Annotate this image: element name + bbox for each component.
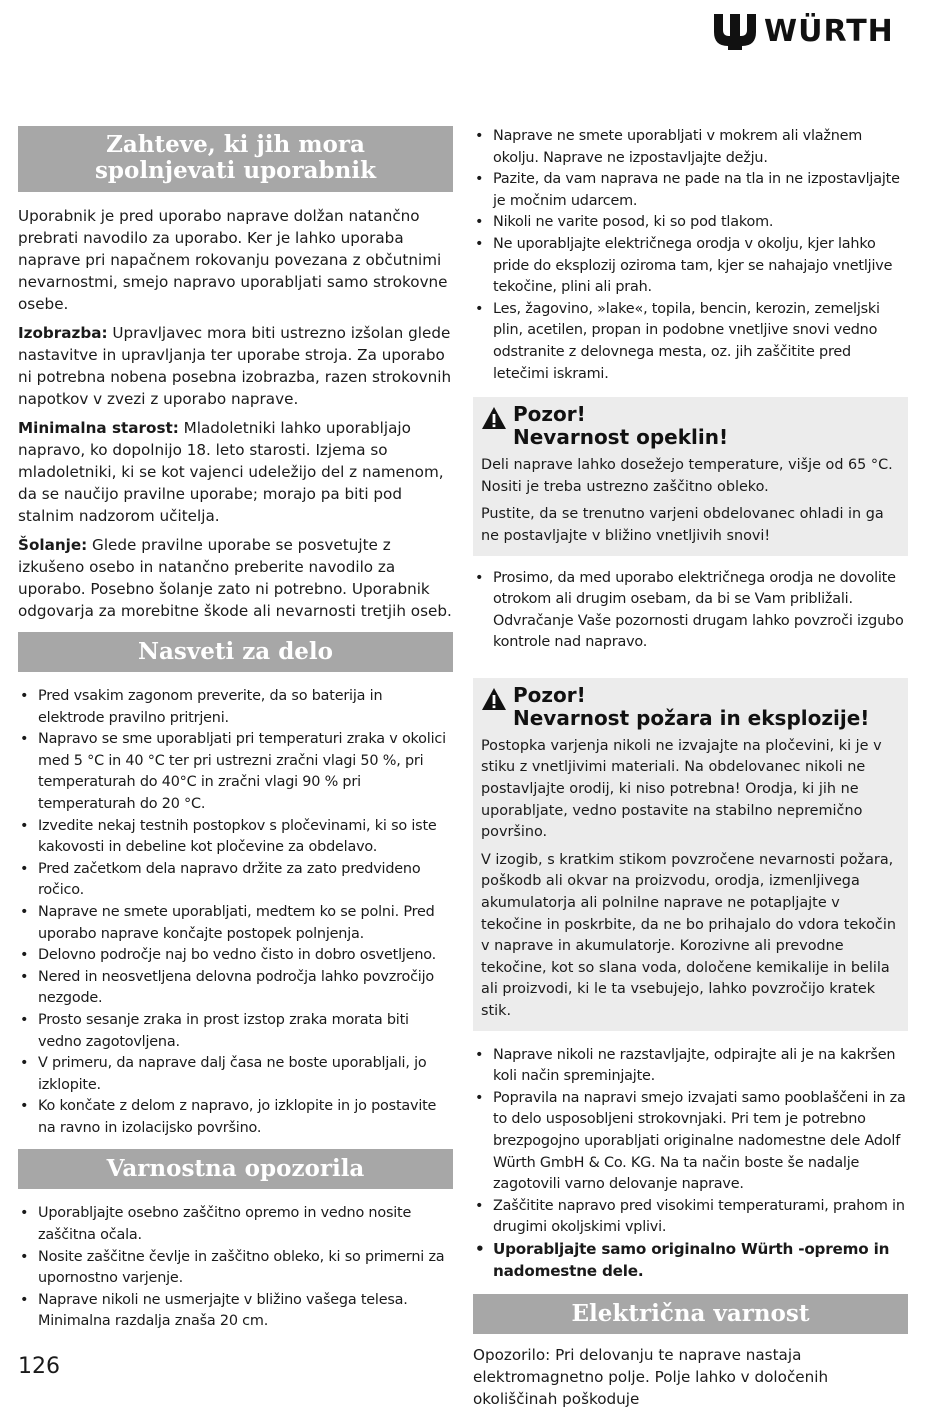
electric-heading: Električna varnost bbox=[473, 1294, 908, 1334]
warning-header bbox=[481, 684, 900, 730]
list-item: • Izvedite nekaj testnih postopkov s pločevinami, ki so iste kakovosti in debeline kot pločevine za obdelavo. bbox=[18, 816, 453, 859]
warning-text: Pustite, da se trenutno varjeni obdelovanec ohladi in ga ne postavljajte v bližino vnetljivih snovi! bbox=[481, 506, 884, 544]
distraction-list bbox=[473, 568, 908, 654]
list-item: • Uporabljajte samo originalno Würth -opremo in nadomestne dele. bbox=[473, 1239, 908, 1282]
list-item: • Les, žagovino, »lake«, topila, bencin, kerozin, zemeljski plin, acetilen, propan in podobne vnetljive snovi vedno odstranite z delovnega mesta, oz. jih zaščitite pred letečimi iskrami. bbox=[473, 299, 908, 385]
warning-title-line2: Nevarnost požara in eksplozije! bbox=[513, 705, 870, 730]
age-paragraph bbox=[18, 417, 453, 527]
warning-text: Postopka varjenja nikoli ne izvajajte na pločevini, ki je v stiku z vnetljivimi materiali. Na obdelovanec nikoli ne postavljajte orodij, ki niso potrebna! Orodja, ki jih ne uporabljate, vedno postavite na stabilno nepremično površino. bbox=[481, 737, 882, 841]
warning-title bbox=[513, 403, 728, 449]
wurth-logo bbox=[714, 10, 910, 54]
list-item: • Pred začetkom dela napravo držite za zato predvideno ročico. bbox=[18, 859, 453, 902]
left-column bbox=[18, 126, 453, 1333]
list-item: • Pred vsakim zagonom preverite, da so baterija in elektrode pravilno pritrjeni. bbox=[18, 686, 453, 729]
list-item: • Naprave nikoli ne usmerjajte v bližino vašega telesa. Minimalna razdalja znaša 20 cm. bbox=[18, 1290, 453, 1333]
list-item: • Prosimo, da med uporabo električnega orodja ne dovolite otrokom ali drugim osebam, da bi se Vam približali. Odvračanje Vaše pozornosti drugam lahko povzroči izgubo kontrole nad napravo. bbox=[473, 568, 908, 654]
list-item: • Nosite zaščitne čevlje in zaščitno obleko, ki so primerni za upornostno varjenje. bbox=[18, 1247, 453, 1290]
brand-name: WÜRTH bbox=[764, 14, 894, 49]
warning-triangle-icon bbox=[481, 687, 507, 711]
electric-text: Opozorilo: Pri delovanju te naprave nastaja elektromagnetno polje. Polje lahko v določenih okoliščinah poškoduje bbox=[473, 1346, 829, 1409]
warning-text: V izogib, s kratkim stikom povzročene nevarnosti požara, poškodb ali okvar na proizvodu, orodja, izmenljivega akumulatorja ali polnilne naprave ne potapljajte v tekočine in poskrbite, da ne bo prihajalo do vdora tekočin v naprave in akumulatorje. Korozivne ali prevodne tekočine, kot so slana voda, določene kemikalije in belila ali proizvodi, ki le ta vsebujejo, lahko povzročijo kratek stik. bbox=[481, 851, 896, 1019]
tips-list bbox=[18, 686, 453, 1139]
list-item: • Naprave ne smete uporabljati v mokrem ali vlažnem okolju. Naprave ne izpostavljajte dežju. bbox=[473, 126, 908, 169]
list-item: • Ne uporabljajte električnega orodja v okolju, kjer lahko pride do eksplozij oziroma tam, kjer se nahajajo vnetljive tekočine, plini ali prah. bbox=[473, 234, 908, 299]
wurth-logo-icon bbox=[714, 14, 756, 50]
education-paragraph bbox=[18, 322, 453, 410]
repair-list bbox=[473, 1045, 908, 1283]
age-label: Minimalna starost: bbox=[18, 419, 179, 437]
burn-warning-box bbox=[473, 397, 908, 555]
list-item: • Ko končate z delom z napravo, jo izklopite in jo postavite na ravno in izolacijsko površino. bbox=[18, 1096, 453, 1139]
age-text: Mladoletniki lahko uporabljajo napravo, ko dopolnijo 18. leto starosti. Izjema so mladoletniki, ki se kot vajenci udeležijo del z namenom, da se naučijo pravilne uporabe; morajo pa biti pod stalnim nadzorom učitelja. bbox=[18, 419, 444, 525]
warning-title-line1: Pozor! bbox=[513, 682, 586, 707]
warning-title-line2: Nevarnost opeklin! bbox=[513, 425, 729, 450]
list-item: • Nered in neosvetljena delovna področja lahko povzročijo nezgode. bbox=[18, 967, 453, 1010]
training-text: Glede pravilne uporabe se posvetujte z izkušeno osebo in natančno preberite navodilo za uporabo. Posebno šolanje zato ni potrebno. Uporabnik odgovarja za morebitne škode ali nevarnosti tretjih oseb. bbox=[18, 536, 452, 620]
safety-list bbox=[18, 1203, 453, 1333]
list-item: • Popravila na napravi smejo izvajati samo pooblaščeni in za to delo usposobljeni strokovnjaki. Pri tem je potrebno brezpogojno uporabljati originalne nadomestne dele Adolf Würth GmbH & Co. KG. Na ta način boste še nadalje zagotovili varno delovanje naprave. bbox=[473, 1088, 908, 1196]
education-label: Izobrazba: bbox=[18, 324, 108, 342]
list-item: • Uporabljajte osebno zaščitno opremo in vedno nosite zaščitna očala. bbox=[18, 1203, 453, 1246]
warning-header bbox=[481, 403, 900, 449]
right-column bbox=[473, 126, 908, 1410]
warning-triangle-icon bbox=[481, 406, 507, 430]
requirements-intro: Uporabnik je pred uporabo naprave dolžan natančno prebrati navodilo za uporabo. Ker je lahko uporaba naprave pri napačnem rokovanju povezana z občutnimi nevarnostmi, smejo napravo uporabljati samo strokovne osebe. bbox=[18, 207, 448, 313]
list-item: • Napravo se sme uporabljati pri temperaturi zraka v okolici med 5 °C in 40 °C ter pri ustrezni zračni vlagi 50 %, pri temperaturah do 40°C in zračni vlagi 90 % pri temperaturah do 20 °C. bbox=[18, 729, 453, 815]
training-label: Šolanje: bbox=[18, 536, 88, 554]
fire-warning-box bbox=[473, 678, 908, 1031]
list-item: • Prosto sesanje zraka in prost izstop zraka morata biti vedno zagotovljena. bbox=[18, 1010, 453, 1053]
environment-list bbox=[473, 126, 908, 385]
list-item: • Pazite, da vam naprava ne pade na tla in ne izpostavljajte je močnim udarcem. bbox=[473, 169, 908, 212]
list-item: • Naprave nikoli ne razstavljajte, odpirajte ali je na kakršen koli način spreminjajte. bbox=[473, 1045, 908, 1088]
warning-title-line1: Pozor! bbox=[513, 402, 586, 427]
list-item: • Naprave ne smete uporabljati, medtem ko se polni. Pred uporabo naprave končajte postopek polnjenja. bbox=[18, 902, 453, 945]
list-item: • Delovno področje naj bo vedno čisto in dobro osvetljeno. bbox=[18, 945, 453, 967]
list-item: • Nikoli ne varite posod, ki so pod tlakom. bbox=[473, 212, 908, 234]
warning-title bbox=[513, 684, 869, 730]
list-item: • Zaščitite napravo pred visokimi temperaturami, prahom in drugimi okoljskimi vplivi. bbox=[473, 1196, 908, 1239]
tips-heading: Nasveti za delo bbox=[18, 632, 453, 672]
warning-text: Deli naprave lahko dosežejo temperature, višje od 65 °C. Nositi je treba ustrezno zaščitno obleko. bbox=[481, 457, 893, 495]
requirements-heading: Zahteve, ki jih mora spolnjevati uporabnik bbox=[18, 126, 453, 192]
list-item: • V primeru, da naprave dalj časa ne boste uporabljali, jo izklopite. bbox=[18, 1053, 453, 1096]
training-paragraph bbox=[18, 534, 453, 622]
page-number: 126 bbox=[18, 1354, 60, 1379]
safety-heading: Varnostna opozorila bbox=[18, 1149, 453, 1189]
education-text: Upravljavec mora biti ustrezno izšolan glede nastavitve in upravljanja ter uporabe stroja. Za uporabo ni potrebna nobena posebna izobrazba, razen strokovnih napotkov v zvezi z uporabo naprave. bbox=[18, 324, 452, 408]
